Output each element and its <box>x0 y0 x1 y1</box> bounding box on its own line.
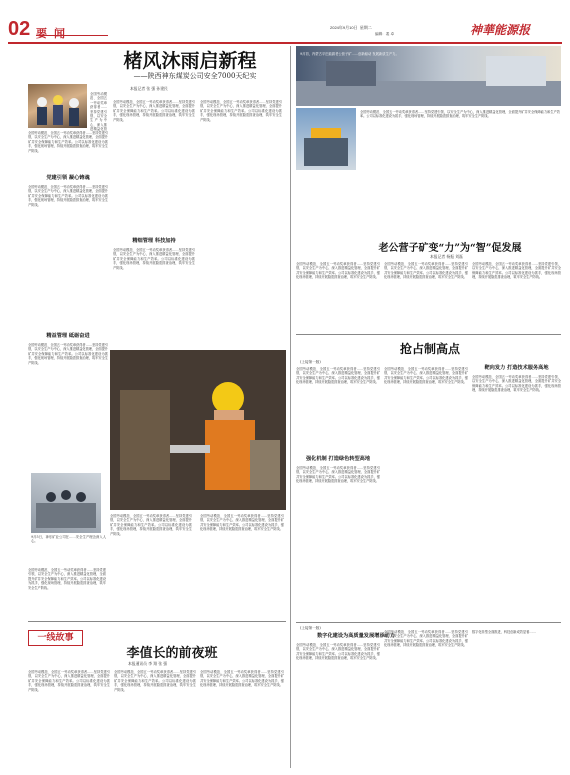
section-title: 要 闻 <box>36 28 68 40</box>
lead-byline: 本报记者 张 强 孙建民 <box>130 86 168 91</box>
feature-col1: 全国劳动模范、全国五一劳动奖章获得者……坚持党建引领，以安全生产为中心，深入推进精益化管理，全面提升矿井安全保障能力和生产效率。公司以标准化建设为抓手，强化现场管理，持续开展隐患排查治理，筑牢安全生产防线。 <box>296 262 380 280</box>
feature-byline: 本报记者 杨振 刘磊 <box>430 254 463 259</box>
lead-heading-3: 精益管理 砥砺奋进 <box>46 333 90 339</box>
page-vertical-divider <box>290 46 291 768</box>
feature-body-top: 全国劳动模范、全国五一劳动奖章获得者……坚持党建引领，以安全生产为中心，深入推进精益化管理，全面提升矿井安全保障能力和生产效率。公司以标准化建设为抓手，强化现场管理，持续开展隐患排查治理，筑牢安全生产防线。 <box>360 110 560 119</box>
lead-col1-bottom: 全国劳动模范、全国五一劳动奖章获得者……坚持党建引领，以安全生产为中心，深入推进精益化管理，全面提升矿井安全保障能力和生产效率。公司以标准化建设为抓手，强化现场管理，持续开展隐患排查治理，筑牢安全生产防线。 <box>28 568 106 590</box>
lead-photo-miners <box>28 84 87 128</box>
lead-col3-bottom: 全国劳动模范、全国五一劳动奖章获得者……坚持党建引领，以安全生产为中心，深入推进精益化管理，全面提升矿井安全保障能力和生产效率。公司以标准化建设为抓手，强化现场管理，持续开展隐患排查治理，筑牢安全生产防线。 <box>200 514 284 532</box>
kiosk-title: 抢占制高点 <box>400 342 461 356</box>
lead-col1-para1: 全国劳动模范、全国五一劳动奖章获得者……坚持党建引领，以安全生产为中心，深入推进精益化管理，全面提升矿井安全保障能力和生产效率。公司以标准化建设为抓手，强化现场管理，持续开展隐患排查治理，筑牢安全生产防线。 <box>28 131 108 153</box>
lead-photo-worker <box>110 350 286 510</box>
column-label: 一线故事 <box>28 630 83 646</box>
kiosk-col2: 全国劳动模范、全国五一劳动奖章获得者……坚持党建引领，以安全生产为中心，深入推进精益化管理，全面提升矿井安全保障能力和生产效率。公司以标准化建设为抓手，强化现场管理，持续开展隐患排查治理，筑牢安全生产防线。 <box>384 367 468 385</box>
lead-subtitle: ——陕西神东煤炭公司安全7000天纪实 <box>133 72 257 80</box>
page-number: 02 <box>8 18 31 40</box>
lead-title: 楮风沐雨启新程 <box>123 50 257 72</box>
column-col1: 全国劳动模范、全国五一劳动奖章获得者……坚持党建引领，以安全生产为中心，深入推进精益化管理，全面提升矿井安全保障能力和生产效率。公司以标准化建设为抓手，强化现场管理，持续开展隐患排查治理，筑牢安全生产防线。 <box>28 670 110 692</box>
header-rule <box>8 42 562 44</box>
divider-column <box>28 621 286 622</box>
divider-kiosk <box>296 334 561 335</box>
equipment-illustration <box>296 108 356 170</box>
editor-credit: 编辑：裴 卓 <box>375 32 394 36</box>
kiosk-col1-top: 全国劳动模范、全国五一劳动奖章获得者……坚持党建引领，以安全生产为中心，深入推进精益化管理，全面提升矿井安全保障能力和生产效率。公司以标准化建设为抓手，强化现场管理，持续开展隐患排查治理，筑牢安全生产防线。 <box>296 367 380 385</box>
feature-title: 老公营子矿变“力”为“智”促发展 <box>378 243 522 254</box>
section-header <box>36 22 108 40</box>
lead-heading-2: 精细管理 科技加持 <box>132 238 176 244</box>
feature-intro: 9月初，内蒙古平庄能源老公营子矿……创新驱动 发展新质生产力。 <box>300 52 399 56</box>
lead-col3-para1: 全国劳动模范、全国五一劳动奖章获得者……坚持党建引领，以安全生产为中心，深入推进精益化管理，全面提升矿井安全保障能力和生产效率。公司以标准化建设为抓手，强化现场管理，持续开展隐患排查治理，筑牢安全生产防线。 <box>200 100 282 122</box>
digital-col2: 全国劳动模范、全国五一劳动奖章获得者……坚持党建引领，以安全生产为中心，深入推进精益化管理，全面提升矿井安全保障能力和生产效率。公司以标准化建设为抓手，强化现场管理，持续开展隐患排查治理，筑牢安全生产防线。 <box>384 630 468 648</box>
kiosk-continue-2: (上接第一版) <box>300 626 321 630</box>
lead-photo-caption: 9月5日，神东矿业公司在……安全生产理念深入人心。 <box>31 535 106 544</box>
meeting-illustration <box>31 473 101 533</box>
divider-bottom-right <box>296 622 561 623</box>
issue-date <box>330 25 372 31</box>
lead-col2-para2: 全国劳动模范、全国五一劳动奖章获得者……坚持党建引领，以安全生产为中心，深入推进精益化管理，全面提升矿井安全保障能力和生产效率。公司以标准化建设为抓手，强化现场管理，持续开展隐患排查治理，筑牢安全生产防线。 <box>113 248 195 270</box>
lead-col1-para3: 全国劳动模范、全国五一劳动奖章获得者……坚持党建引领，以安全生产为中心，深入推进精益化管理，全面提升矿井安全保障能力和生产效率。公司以标准化建设为抓手，强化现场管理，持续开展隐患排查治理，筑牢安全生产防线。 <box>28 343 108 365</box>
lead-col1-para2: 全国劳动模范、全国五一劳动奖章获得者……坚持党建引领，以安全生产为中心，深入推进精益化管理，全面提升矿井安全保障能力和生产效率。公司以标准化建设为抓手，强化现场管理，持续开展隐患排查治理，筑牢安全生产防线。 <box>28 185 108 207</box>
kiosk-heading-4: 数字化建设为高质量发展增添动力 <box>317 633 395 639</box>
kiosk-col1-bottom: 全国劳动模范、全国五一劳动奖章获得者……坚持党建引领，以安全生产为中心，深入推进精益化管理，全面提升矿井安全保障能力和生产效率。公司以标准化建设为抓手，强化现场管理，持续开展隐患排查治理，筑牢安全生产防线。 <box>296 466 380 484</box>
lead-intro-narrow: 全国劳动模范、全国五一劳动奖章获得者……坚持党建引领，以安全生产为中心，深入推进精益化管 <box>90 92 107 132</box>
weekday-text: 星期二 <box>359 25 372 30</box>
kiosk-continue-1: (上接第一版) <box>300 360 321 364</box>
digital-col3: 数字化转型全面推进，科技创新成效显著…… <box>472 630 536 634</box>
worker-illustration <box>110 350 286 510</box>
miners-illustration <box>28 84 87 128</box>
lead-heading-1: 党建引领 凝心铸魂 <box>46 175 90 181</box>
column-title: 李值长的前夜班 <box>126 646 218 661</box>
column-byline: 本报通讯员 李 翔 张 强 <box>128 661 167 666</box>
caption-photo <box>31 473 101 533</box>
column-col2: 全国劳动模范、全国五一劳动奖章获得者……坚持党建引领，以安全生产为中心，深入推进精益化管理，全面提升矿井安全保障能力和生产效率。公司以标准化建设为抓手，强化现场管理，持续开展隐患排查治理，筑牢安全生产防线。 <box>114 670 196 692</box>
lead-col2-para1: 全国劳动模范、全国五一劳动奖章获得者……坚持党建引领，以安全生产为中心，深入推进精益化管理，全面提升矿井安全保障能力和生产效率。公司以标准化建设为抓手，强化现场管理，持续开展隐患排查治理，筑牢安全生产防线。 <box>113 100 195 122</box>
lead-col2-bottom: 全国劳动模范、全国五一劳动奖章获得者……坚持党建引领，以安全生产为中心，深入推进精益化管理，全面提升矿井安全保障能力和生产效率。公司以标准化建设为抓手，强化现场管理，持续开展隐患排查治理，筑牢安全生产防线。 <box>110 514 192 536</box>
masthead-logo: 神華能源报 <box>470 23 531 37</box>
column-col3: 全国劳动模范、全国五一劳动奖章获得者……坚持党建引领，以安全生产为中心，深入推进精益化管理，全面提升矿井安全保障能力和生产效率。公司以标准化建设为抓手，强化现场管理，持续开展隐患排查治理，筑牢安全生产防线。 <box>200 670 284 688</box>
kiosk-heading-1: 靶向发力 打造技术服务高地 <box>484 365 549 371</box>
digital-col1: 全国劳动模范、全国五一劳动奖章获得者……坚持党建引领，以安全生产为中心，深入推进精益化管理，全面提升矿井安全保障能力和生产效率。公司以标准化建设为抓手，强化现场管理，持续开展隐患排查治理，筑牢安全生产防线。 <box>296 643 380 661</box>
feature-col3: 全国劳动模范、全国五一劳动奖章获得者……坚持党建引领，以安全生产为中心，深入推进精益化管理，全面提升矿井安全保障能力和生产效率。公司以标准化建设为抓手，强化现场管理，持续开展隐患排查治理，筑牢安全生产防线。 <box>472 262 561 280</box>
feature-col2: 全国劳动模范、全国五一劳动奖章获得者……坚持党建引领，以安全生产为中心，深入推进精益化管理，全面提升矿井安全保障能力和生产效率。公司以标准化建设为抓手，强化现场管理，持续开展隐患排查治理，筑牢安全生产防线。 <box>384 262 468 280</box>
kiosk-heading-2: 强化机制 打造绿色转型高地 <box>305 456 371 462</box>
date-text: 2024年9月10日 <box>330 25 358 30</box>
feature-photo-small <box>296 108 356 170</box>
kiosk-col3: 全国劳动模范、全国五一劳动奖章获得者……坚持党建引领，以安全生产为中心，深入推进精益化管理，全面提升矿井安全保障能力和生产效率。公司以标准化建设为抓手，强化现场管理，持续开展隐患排查治理，筑牢安全生产防线。 <box>472 375 561 393</box>
